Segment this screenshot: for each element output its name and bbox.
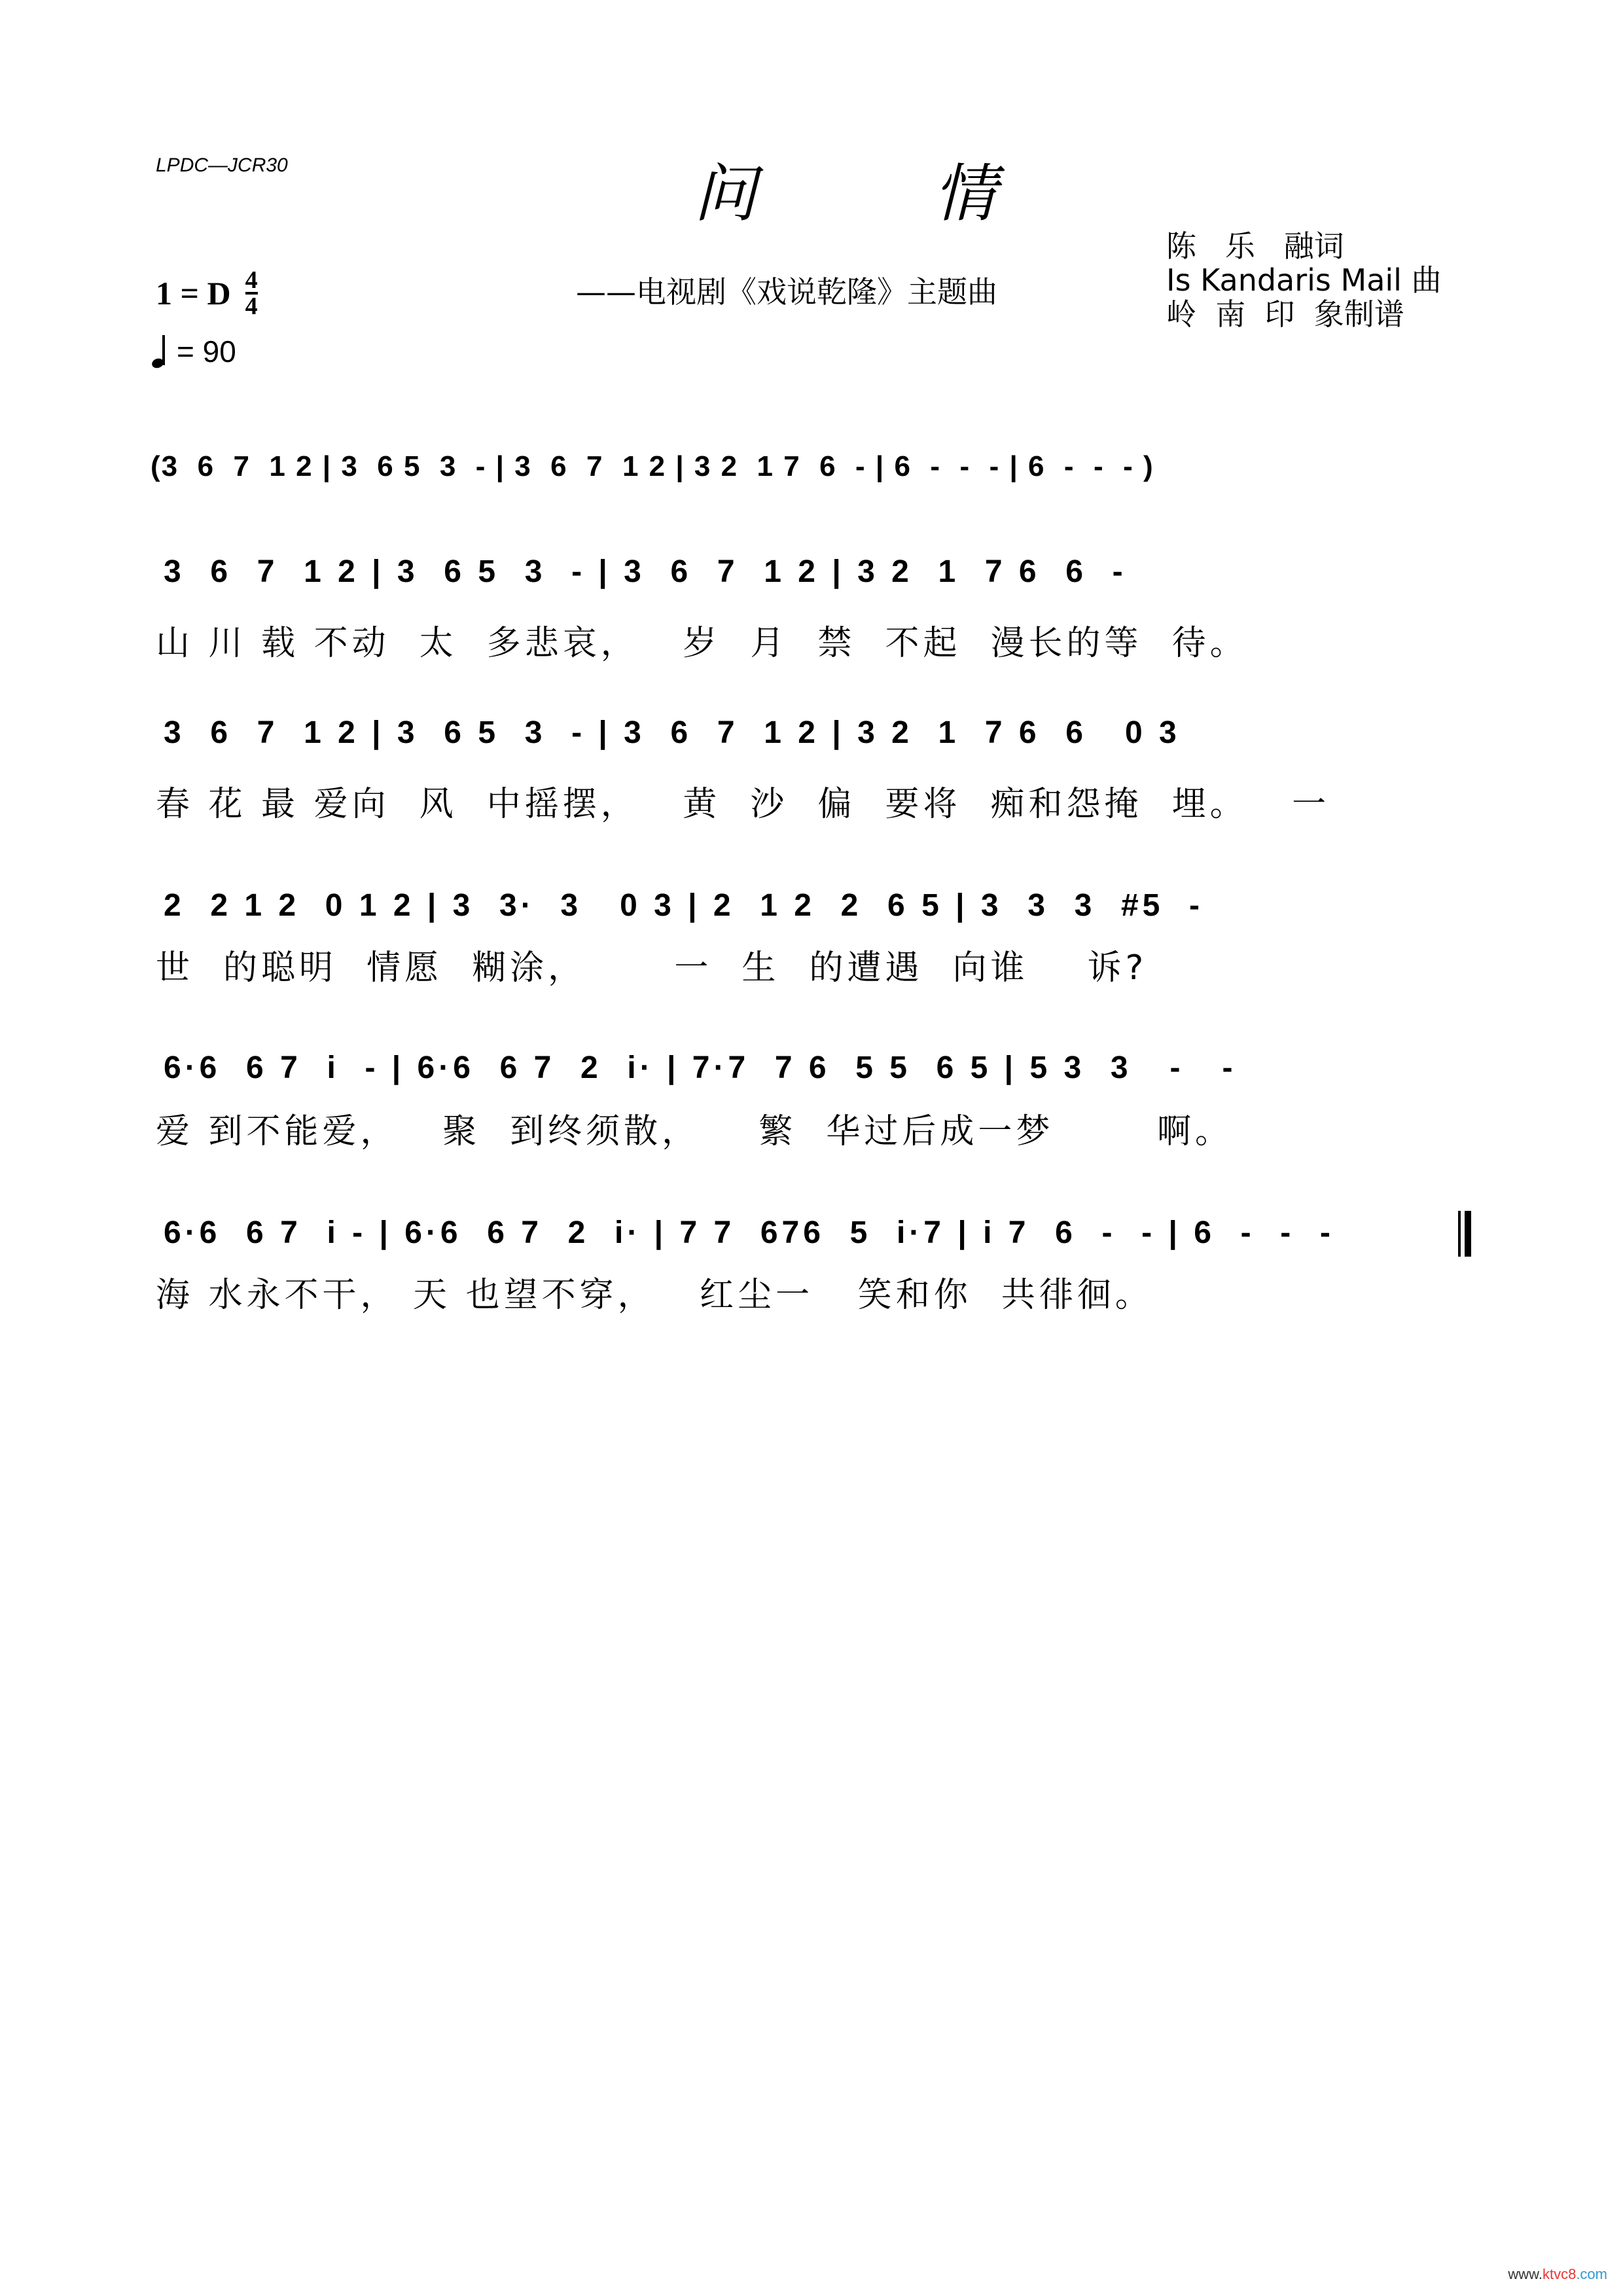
lyricist: 陈 乐 融词 — [1166, 228, 1344, 264]
credits — [1166, 229, 1442, 331]
time-signature — [245, 268, 258, 318]
watermark-site: ktvc8 — [1542, 2266, 1577, 2282]
score-line-1 — [164, 554, 1472, 601]
score-line-2 — [164, 715, 1472, 762]
transcriber: 岭 南 印 象制谱 — [1166, 296, 1404, 332]
score-text-4: 6·6 6 7 i - | 6·6 6 7 2 i· | 7·7 7 6 5 5 6 5 | 5 3 3 - - — [164, 1050, 1237, 1085]
score-code: LPDC—JCR30 — [156, 154, 288, 176]
lyric-line-5: 海 水永不干， 天 也望不穿， 红尘一 笑和你 共徘徊。 — [156, 1276, 1153, 1315]
score-line-3 — [164, 888, 1472, 935]
score-line-intro — [151, 450, 1472, 497]
tempo-marking — [152, 334, 236, 369]
note-stem — [162, 335, 165, 365]
key-signature — [156, 268, 258, 318]
lyric-line-3: 世 的聪明 情愿 糊涂， 一 生 的遭遇 向谁 诉? — [156, 948, 1148, 988]
time-top: 4 — [245, 266, 258, 294]
score-line-5 — [164, 1215, 1472, 1262]
key-label: 1 = D — [156, 275, 231, 312]
watermark — [1508, 2266, 1607, 2283]
score-text-intro: (3 6 7 1 2 | 3 6 5 3 - | 3 6 7 1 2 | 3 2 1 7 6 - | 6 - - - | 6 - - - ) — [151, 450, 1154, 482]
lyric-line-2: 春 花 最 爱向 风 中摇摆， 黄 沙 偏 要将 痴和怨掩 埋。 一 — [156, 785, 1330, 824]
lyric-line-4: 爱 到不能爱， 聚 到终须散， 繁 华过后成一梦 啊。 — [156, 1112, 1234, 1151]
score-text-5: 6·6 6 7 i - | 6·6 6 7 2 i· | 7 7 676 5 i·7 | i 7 6 - - | 6 - - - — [164, 1215, 1334, 1250]
lyric-line-1: 山 川 载 不动 太 多悲哀， 岁 月 禁 不起 漫长的等 待。 — [156, 624, 1248, 663]
score-text-1: 3 6 7 1 2 | 3 6 5 3 - | 3 6 7 1 2 | 3 2 1 7 6 6 - — [164, 554, 1127, 589]
watermark-prefix: www. — [1508, 2266, 1543, 2282]
score-line-4 — [164, 1050, 1472, 1097]
subtitle: ——电视剧《戏说乾隆》主题曲 — [576, 274, 997, 310]
composer: Is Kandaris Mail 曲 — [1166, 262, 1442, 298]
watermark-suffix: .com — [1576, 2266, 1607, 2282]
score-text-3: 2 2 1 2 0 1 2 | 3 3· 3 0 3 | 2 1 2 2 6 5 | 3 3 3 #5 - — [164, 888, 1204, 923]
final-barline-thick — [1465, 1211, 1471, 1257]
final-barline — [1458, 1211, 1461, 1257]
page-title: 问 情 — [694, 157, 1075, 230]
time-bottom: 4 — [245, 293, 258, 320]
tempo-value: = 90 — [177, 334, 236, 368]
score-text-2: 3 6 7 1 2 | 3 6 5 3 - | 3 6 7 1 2 | 3 2 1 7 6 6 0 3 — [164, 715, 1181, 750]
